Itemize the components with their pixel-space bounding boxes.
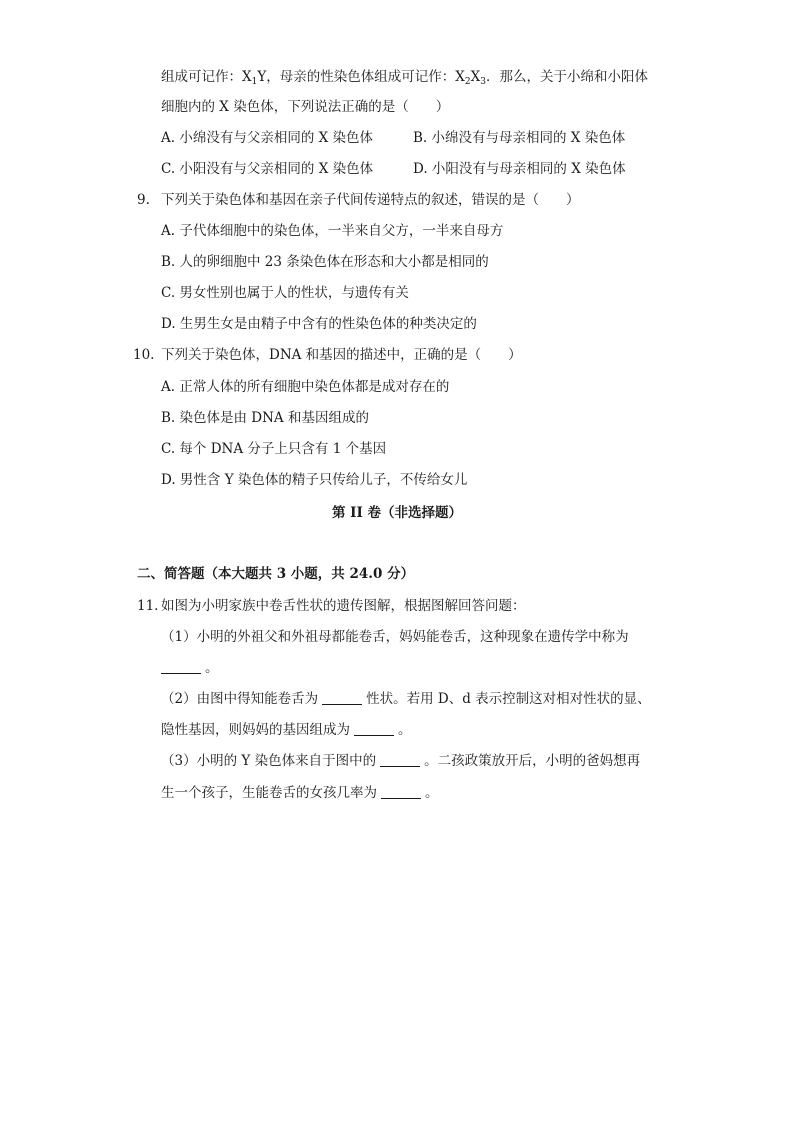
answer-blank[interactable] [380, 752, 420, 767]
q11-sub3-line2 [161, 783, 439, 803]
q11-number: 11. [137, 598, 159, 614]
subscript: 3 [480, 77, 486, 87]
q11-text: 。二孩政策放开后，小明的爸妈想再 [424, 753, 641, 769]
q10-option-b: B. 染色体是由 DNA 和基因组成的 [161, 410, 369, 426]
q11-text: 性状。若用 D、d 表示控制这对相对性状的显、 [366, 691, 651, 707]
q9-option-d: D. 生男生女是由精子中含有的性染色体的种类决定的 [161, 316, 477, 332]
q10-option-d: D. 男性含 Y 染色体的精子只传给儿子，不传给女儿 [161, 472, 468, 488]
q10-number: 10. [133, 347, 155, 363]
q11-text: 。 [425, 785, 439, 801]
q9-option-c: C. 男女性别也属于人的性状，与遗传有关 [161, 285, 409, 301]
q11-sub2-line1 [161, 689, 651, 709]
q11-text: （2）由图中得知能卷舌为 [161, 691, 319, 707]
section2-heading: 二、简答题（本大题共 3 小题，共 24.0 分） [137, 566, 415, 582]
q8-text: 组成可记作：X [161, 69, 252, 85]
q8-option-b: B. 小绵没有与母亲相同的 X 染色体 [413, 130, 626, 146]
q11-sub1-line1: （1）小明的外祖父和外祖母都能卷舌，妈妈能卷舌，这种现象在遗传学中称为 [161, 629, 629, 645]
q10-option-c: C. 每个 DNA 分子上只含有 1 个基因 [161, 441, 387, 457]
q8-stem-line2: 细胞内的 X 染色体，下列说法正确的是（ ） [161, 99, 450, 115]
q11-text: 生一个孩子，生能卷舌的女孩几率为 [161, 785, 377, 801]
q11-text: （3）小明的 Y 染色体来自于图中的 [161, 753, 377, 769]
q9-number: 9. [137, 192, 150, 208]
q8-text: X [470, 69, 481, 85]
q11-text: 隐性基因，则妈妈的基因组成为 [161, 722, 350, 738]
q11-text: 。 [205, 660, 219, 676]
q8-option-c: C. 小阳没有与父亲相同的 X 染色体 [161, 161, 374, 177]
q8-option-d: D. 小阳没有与母亲相同的 X 染色体 [413, 161, 626, 177]
part2-title: 第 II 卷（非选择题） [331, 505, 463, 521]
q10-stem: 下列关于染色体，DNA 和基因的描述中，正确的是（ ） [161, 347, 522, 363]
q11-sub2-line2 [161, 720, 412, 740]
subscript: 2 [464, 77, 471, 87]
q9-option-b: B. 人的卵细胞中 23 条染色体在形态和大小都是相同的 [161, 254, 489, 270]
answer-blank[interactable] [161, 659, 201, 674]
q8-text: ．那么，关于小绵和小阳体 [485, 69, 648, 85]
q10-option-a: A. 正常人体的所有细胞中染色体都是成对存在的 [161, 379, 450, 395]
q11-stem: 如图为小明家族中卷舌性状的遗传图解，根据图解回答问题： [161, 598, 526, 614]
q9-option-a: A. 子代体细胞中的染色体，一半来自父方，一半来自母方 [161, 223, 504, 239]
answer-blank[interactable] [354, 721, 394, 736]
q8-text: Y，母亲的性染色体组成可记作：X [257, 69, 465, 85]
answer-blank[interactable] [381, 784, 421, 799]
q11-text: 。 [398, 722, 412, 738]
q9-stem: 下列关于染色体和基因在亲子代间传递特点的叙述，错误的是（ ） [161, 192, 580, 208]
subscript: 1 [251, 77, 258, 87]
answer-blank[interactable] [322, 690, 362, 705]
q8-stem-line1 [161, 67, 648, 87]
q8-option-a: A. 小绵没有与父亲相同的 X 染色体 [161, 130, 374, 146]
q11-sub3-line1 [161, 751, 640, 771]
q11-sub1-line2 [161, 658, 219, 678]
